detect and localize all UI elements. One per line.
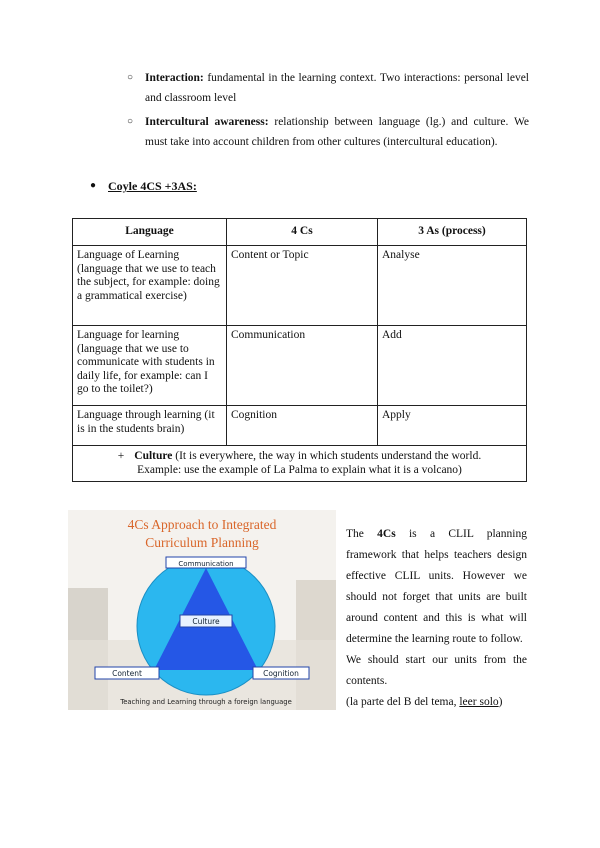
table-row [73, 246, 527, 326]
paragraph-3 [346, 692, 527, 713]
table-cell: Language for learning (language that we use to communicate with students in daily life, for example: can I go to the toilet?) [73, 326, 227, 406]
text-run: is a CLIL planning framework that helps teachers design effective CLIL units. However we should not forget that units are built around content and this is what will determine the learning route to follow. [346, 528, 527, 645]
content-label: Content [112, 669, 142, 678]
text-bold-4cs: 4Cs [377, 528, 396, 540]
culture-label: Culture [192, 617, 220, 626]
table-cell: Language through learning (it is in the students brain) [73, 406, 227, 446]
table-cell: Language of Learning (language that we use to teach the subject, for example: doing a grammatical exercise) [73, 246, 227, 326]
table-cell: Content or Topic [227, 246, 378, 326]
bullet-intercultural-awareness [145, 112, 529, 152]
figure-caption: Teaching and Learning through a foreign language [120, 698, 292, 706]
4cs-description [346, 524, 527, 713]
sub-bullet-marker: ○ [127, 116, 134, 127]
bullet-text: relationship between language (lg.) and culture. We must take into account children from other cultures (intercultural education). [145, 116, 529, 148]
figure-title-line2: Curriculum Planning [145, 535, 259, 550]
table-row [73, 326, 527, 406]
main-bullet-marker: ● [90, 180, 97, 191]
bullet-term: Interaction: [145, 72, 204, 84]
sub-bullet-marker: ○ [127, 72, 134, 83]
text-run: (la parte del B del tema, [346, 696, 460, 708]
table-header-row [73, 219, 527, 246]
underlined-text: leer solo [459, 696, 499, 708]
table-cell: Apply [378, 406, 527, 446]
table-cell: Cognition [227, 406, 378, 446]
paragraph-1 [346, 524, 527, 650]
culture-text-1: (It is everywhere, the way in which students understand the world. [172, 450, 482, 462]
table-cell: Add [378, 326, 527, 406]
plus-marker: + [117, 450, 125, 462]
culture-cell [73, 446, 527, 482]
table-row [73, 406, 527, 446]
cognition-label: Cognition [263, 669, 299, 678]
4cs-diagram [68, 510, 336, 710]
header-3as: 3 As (process) [378, 219, 527, 246]
table-footer-row [73, 446, 527, 482]
communication-label: Communication [178, 560, 234, 568]
table-cell: Analyse [378, 246, 527, 326]
table-cell: Communication [227, 326, 378, 406]
culture-term: Culture [134, 450, 173, 462]
bullet-text: fundamental in the learning context. Two interactions: personal level and classroom level [145, 72, 529, 104]
figure-title-line1: 4Cs Approach to Integrated [127, 517, 277, 532]
text-run: The [346, 528, 378, 540]
header-language: Language [73, 219, 227, 246]
section-heading: Coyle 4CS +3AS: [108, 179, 197, 193]
header-4cs: 4 Cs [227, 219, 378, 246]
coyle-4cs-3as-table [72, 218, 527, 482]
paragraph-2: We should start our units from the contents. [346, 654, 527, 687]
text-run: ) [498, 696, 503, 708]
bullet-interaction [145, 68, 529, 108]
bullet-term: Intercultural awareness: [145, 116, 269, 128]
culture-text-2: Example: use the example of La Palma to explain what it is a volcano) [137, 463, 462, 476]
